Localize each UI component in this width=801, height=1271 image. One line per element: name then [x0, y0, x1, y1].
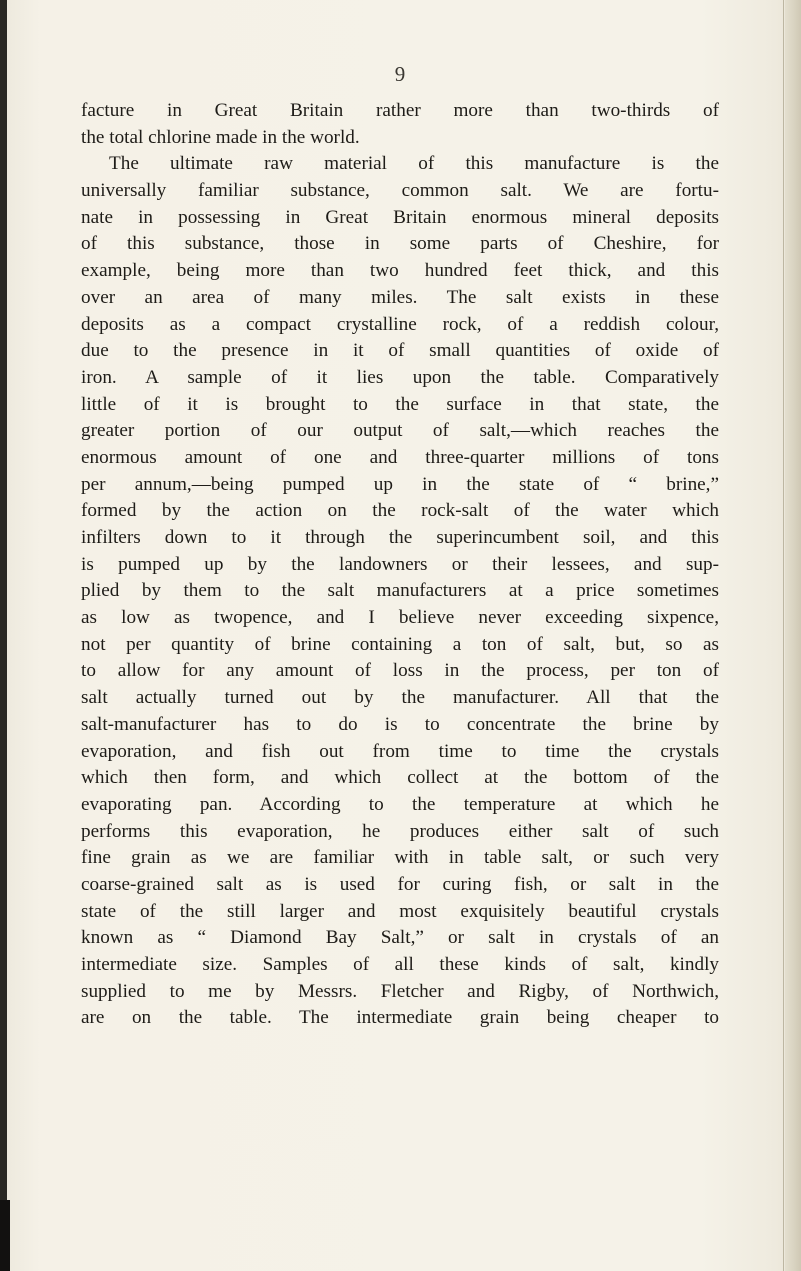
text-line: plied by them to the salt manufacturers at a price sometimes [81, 580, 719, 602]
page-edge-line [783, 0, 784, 1271]
text-line: fine grain as we are familiar with in table salt, or such very [81, 847, 719, 869]
body-text [81, 98, 719, 1032]
text-line: evaporating pan. According to the temperature at which he [81, 793, 719, 815]
text-line: greater portion of our output of salt,—which reaches the [81, 420, 719, 442]
text-line: intermediate size. Samples of all these kinds of salt, kindly [81, 954, 719, 975]
text-line: not per quantity of brine containing a ton of salt, but, so as [81, 633, 719, 655]
page-binding-edge [0, 0, 7, 1271]
text-line: example, being more than two hundred feet thick, and this [81, 260, 719, 282]
text-line: are on the table. The intermediate grain being cheaper to [81, 1007, 719, 1029]
text-line: of this substance, those in some parts of Cheshire, for [81, 233, 719, 255]
page-fore-edge [785, 0, 801, 1271]
page-binding-shadow [0, 1200, 10, 1271]
text-line: which then form, and which collect at the bottom of the [81, 767, 719, 789]
text-line: supplied to me by Messrs. Fletcher and Rigby, of Northwich, [81, 980, 719, 1002]
text-line: evaporation, and fish out from time to time the crystals [81, 740, 719, 762]
text-line: infilters down to it through the superincumbent soil, and this [81, 527, 719, 548]
text-line: iron. A sample of it lies upon the table. Comparatively [81, 366, 719, 388]
text-line: universally familiar substance, common salt. We are fortu- [81, 180, 719, 202]
text-line: formed by the action on the rock-salt of the water which [81, 500, 719, 522]
text-line: little of it is brought to the surface in that state, the [81, 393, 719, 415]
text-line: over an area of many miles. The salt exists in these [81, 286, 719, 308]
page-number: 9 [394, 62, 406, 86]
text-line: coarse-grained salt as is used for curing fish, or salt in the [81, 873, 719, 895]
text-line: salt actually turned out by the manufacturer. All that the [81, 687, 719, 709]
text-line: performs this evaporation, he produces either salt of such [81, 820, 719, 842]
text-line: The ultimate raw material of this manufacture is the [109, 153, 719, 175]
text-line: due to the presence in it of small quantities of oxide of [81, 340, 719, 362]
text-line: facture in Great Britain rather more than two-thirds of [81, 100, 719, 121]
text-line: to allow for any amount of loss in the process, per ton of [81, 660, 719, 682]
text-line: per annum,—being pumped up in the state of “ brine,” [81, 473, 719, 495]
text-line: deposits as a compact crystalline rock, of a reddish colour, [81, 313, 719, 335]
text-line: enormous amount of one and three-quarter millions of tons [81, 446, 719, 468]
text-line: nate in possessing in Great Britain enormous mineral deposits [81, 206, 719, 228]
text-line: known as “ Diamond Bay Salt,” or salt in crystals of an [81, 927, 719, 949]
text-line: the total chlorine made in the world. [81, 126, 360, 148]
text-line: state of the still larger and most exquisitely beautiful crystals [81, 900, 719, 922]
text-line: as low as twopence, and I believe never exceeding sixpence, [81, 607, 719, 629]
text-line: is pumped up by the landowners or their lessees, and sup- [81, 553, 719, 575]
text-line: salt-manufacturer has to do is to concentrate the brine by [81, 713, 719, 735]
